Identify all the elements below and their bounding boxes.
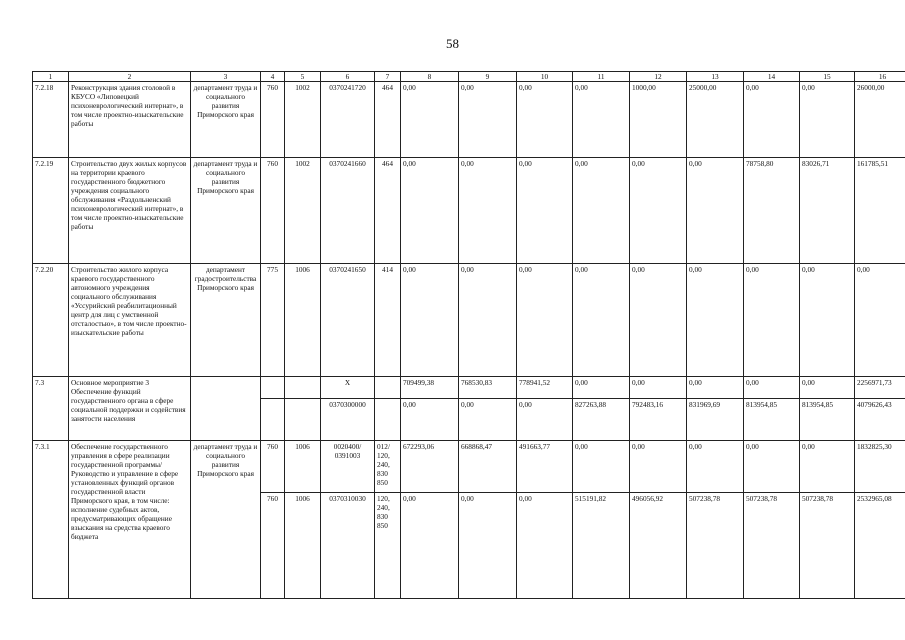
row-id: 7.2.20 bbox=[33, 264, 69, 377]
cell-value: 83026,71 bbox=[800, 158, 855, 264]
cell-value: 78758,80 bbox=[744, 158, 800, 264]
cell-value: 496056,92 bbox=[630, 493, 687, 599]
col-number: 11 bbox=[573, 72, 630, 82]
row-department bbox=[191, 377, 261, 441]
cell-target-article: 0370241650 bbox=[321, 264, 375, 377]
cell-value: 672293,06 bbox=[401, 441, 459, 493]
cell-value: 0,00 bbox=[630, 264, 687, 377]
cell-grbs: 760 bbox=[261, 493, 285, 599]
cell-value: 0,00 bbox=[630, 441, 687, 493]
table-row bbox=[33, 264, 905, 377]
row-department: департамент труда и социального развития Приморского края bbox=[191, 158, 261, 264]
cell-value: 0,00 bbox=[459, 82, 517, 158]
col-number: 1 bbox=[33, 72, 69, 82]
row-id: 7.2.19 bbox=[33, 158, 69, 264]
table-row bbox=[33, 377, 905, 399]
cell-section: 1006 bbox=[285, 264, 321, 377]
cell-value: 507238,78 bbox=[687, 493, 744, 599]
cell-grbs: 760 bbox=[261, 441, 285, 493]
cell-value: 0,00 bbox=[687, 377, 744, 399]
cell-value: 0,00 bbox=[800, 441, 855, 493]
cell-value: 0,00 bbox=[517, 493, 573, 599]
col-number: 15 bbox=[800, 72, 855, 82]
cell-value: 668868,47 bbox=[459, 441, 517, 493]
cell-section: 1006 bbox=[285, 441, 321, 493]
cell-value: 0,00 bbox=[687, 264, 744, 377]
cell-value: 0,00 bbox=[573, 441, 630, 493]
table-row bbox=[33, 82, 905, 158]
cell-value: 0,00 bbox=[517, 399, 573, 441]
cell-total: 26000,00 bbox=[855, 82, 905, 158]
column-number-header bbox=[33, 72, 905, 82]
page-number: 58 bbox=[446, 36, 459, 51]
table-row bbox=[33, 441, 905, 493]
cell-value: 813954,85 bbox=[744, 399, 800, 441]
cell-expense-type bbox=[375, 399, 401, 441]
cell-target-article: 0370241720 bbox=[321, 82, 375, 158]
row-name: Строительство жилого корпуса краевого государственного автономного учреждения социального обслуживания «Уссурийский реабилитационный центр для лиц с умственной отсталостью», в том числе проектно-изыскательские работы bbox=[69, 264, 191, 377]
cell-target-article: 0370310030 bbox=[321, 493, 375, 599]
cell-value: 831969,69 bbox=[687, 399, 744, 441]
cell-value: 0,00 bbox=[744, 441, 800, 493]
cell-expense-type: 120, 240, 830 850 bbox=[375, 493, 401, 599]
budget-table bbox=[32, 71, 905, 599]
cell-value: 0,00 bbox=[401, 493, 459, 599]
cell-value: 0,00 bbox=[573, 158, 630, 264]
row-id: 7.3 bbox=[33, 377, 69, 441]
col-number: 6 bbox=[321, 72, 375, 82]
cell-value: 0,00 bbox=[800, 82, 855, 158]
cell-grbs: 760 bbox=[261, 158, 285, 264]
cell-value: 0,00 bbox=[744, 264, 800, 377]
cell-value: 0,00 bbox=[687, 441, 744, 493]
cell-expense-type: 464 bbox=[375, 158, 401, 264]
cell-value: 0,00 bbox=[744, 82, 800, 158]
row-name: Основное мероприятие 3 Обеспечение функций государственного органа в сфере социальной поддержки и содействия занятости населения bbox=[69, 377, 191, 441]
cell-section: 1002 bbox=[285, 158, 321, 264]
cell-value: 813954,85 bbox=[800, 399, 855, 441]
cell-value: 0,00 bbox=[401, 158, 459, 264]
cell-value: 827263,88 bbox=[573, 399, 630, 441]
cell-expense-type: 012/ 120, 240, 830 850 bbox=[375, 441, 401, 493]
cell-value: 0,00 bbox=[459, 399, 517, 441]
col-number: 2 bbox=[69, 72, 191, 82]
cell-value: 0,00 bbox=[630, 377, 687, 399]
row-id: 7.2.18 bbox=[33, 82, 69, 158]
cell-total: 2532965,08 bbox=[855, 493, 905, 599]
cell-value: 0,00 bbox=[401, 399, 459, 441]
cell-value: 0,00 bbox=[800, 377, 855, 399]
cell-expense-type bbox=[375, 377, 401, 399]
cell-section: 1002 bbox=[285, 82, 321, 158]
col-number: 5 bbox=[285, 72, 321, 82]
cell-section bbox=[285, 399, 321, 441]
cell-value: 0,00 bbox=[573, 264, 630, 377]
cell-target-article: 0020400/ 0391003 bbox=[321, 441, 375, 493]
cell-value: 515191,82 bbox=[573, 493, 630, 599]
row-name: Обеспечение государственного управления в сфере реализации государственной программы/ Руководство и управление в сфере установленных функций органов государственной власти Приморского края, в том числе: исполнение судебных актов, предусматривающих обращение взыскания на средства краевого бюджета bbox=[69, 441, 191, 599]
cell-section bbox=[285, 377, 321, 399]
cell-expense-type: 414 bbox=[375, 264, 401, 377]
col-number: 12 bbox=[630, 72, 687, 82]
cell-target-article: Х bbox=[321, 377, 375, 399]
cell-value: 0,00 bbox=[459, 264, 517, 377]
cell-grbs: 760 bbox=[261, 82, 285, 158]
cell-value: 25000,00 bbox=[687, 82, 744, 158]
cell-value: 778941,52 bbox=[517, 377, 573, 399]
cell-grbs bbox=[261, 399, 285, 441]
cell-value: 0,00 bbox=[517, 264, 573, 377]
cell-value: 507238,78 bbox=[800, 493, 855, 599]
cell-value: 0,00 bbox=[401, 264, 459, 377]
cell-value: 0,00 bbox=[687, 158, 744, 264]
cell-target-article: 0370241660 bbox=[321, 158, 375, 264]
cell-value: 0,00 bbox=[517, 82, 573, 158]
cell-expense-type: 464 bbox=[375, 82, 401, 158]
cell-value: 0,00 bbox=[517, 158, 573, 264]
row-department: департамент градостроительства Приморского края bbox=[191, 264, 261, 377]
cell-total: 161785,51 bbox=[855, 158, 905, 264]
col-number: 8 bbox=[401, 72, 459, 82]
cell-value: 0,00 bbox=[459, 158, 517, 264]
cell-value: 1000,00 bbox=[630, 82, 687, 158]
cell-value: 0,00 bbox=[573, 377, 630, 399]
row-name: Реконструкция здания столовой в КБУСО «Липовецкий психоневрологический интернат», в том числе проектно-изыскательские работы bbox=[69, 82, 191, 158]
cell-value: 507238,78 bbox=[744, 493, 800, 599]
cell-total: 0,00 bbox=[855, 264, 905, 377]
cell-value: 0,00 bbox=[459, 493, 517, 599]
cell-grbs bbox=[261, 377, 285, 399]
row-department: департамент труда и социального развития Приморского края bbox=[191, 441, 261, 599]
cell-total: 4079626,43 bbox=[855, 399, 905, 441]
row-department: департамент труда и социального развития Приморского края bbox=[191, 82, 261, 158]
col-number: 3 bbox=[191, 72, 261, 82]
col-number: 14 bbox=[744, 72, 800, 82]
cell-value: 709499,38 bbox=[401, 377, 459, 399]
cell-target-article: 0370300000 bbox=[321, 399, 375, 441]
table-row bbox=[33, 158, 905, 264]
cell-value: 0,00 bbox=[573, 82, 630, 158]
cell-total: 2256971,73 bbox=[855, 377, 905, 399]
cell-value: 792483,16 bbox=[630, 399, 687, 441]
cell-value: 491663,77 bbox=[517, 441, 573, 493]
col-number: 13 bbox=[687, 72, 744, 82]
cell-section: 1006 bbox=[285, 493, 321, 599]
cell-value: 0,00 bbox=[630, 158, 687, 264]
col-number: 9 bbox=[459, 72, 517, 82]
col-number: 16 bbox=[855, 72, 905, 82]
cell-total: 1832825,30 bbox=[855, 441, 905, 493]
row-name: Строительство двух жилых корпусов на территории краевого государственного бюджетного учреждения социального обслуживания «Раздольненский психоневрологический интернат», в том числе проектно-изыскательские работы bbox=[69, 158, 191, 264]
col-number: 4 bbox=[261, 72, 285, 82]
cell-value: 0,00 bbox=[800, 264, 855, 377]
cell-grbs: 775 bbox=[261, 264, 285, 377]
cell-value: 0,00 bbox=[744, 377, 800, 399]
cell-value: 0,00 bbox=[401, 82, 459, 158]
row-id: 7.3.1 bbox=[33, 441, 69, 599]
col-number: 10 bbox=[517, 72, 573, 82]
col-number: 7 bbox=[375, 72, 401, 82]
cell-value: 768530,83 bbox=[459, 377, 517, 399]
